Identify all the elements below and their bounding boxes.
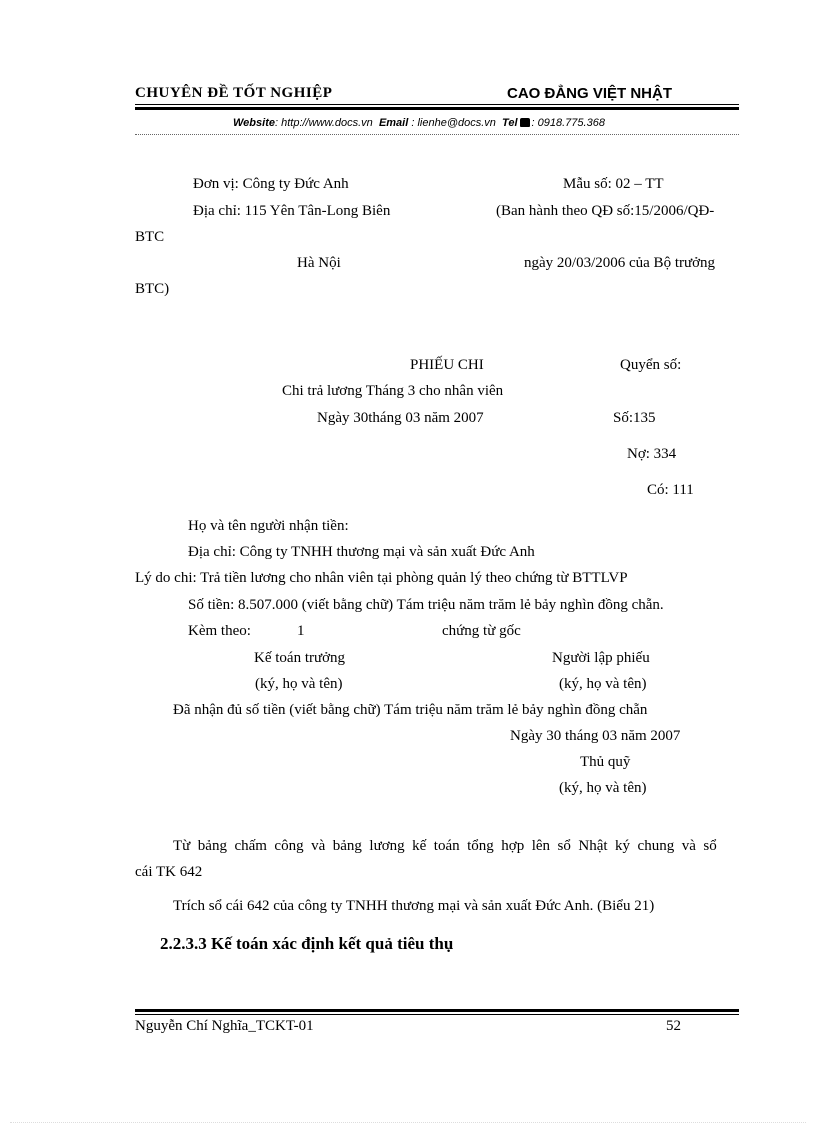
email-label: Email bbox=[378, 117, 409, 129]
header-dotted-rule bbox=[135, 134, 739, 135]
paragraph-2: Trích sổ cái 642 của công ty TNHH thương mại và sản xuất Đức Anh. (Biểu 21) bbox=[173, 898, 655, 914]
footer-rule-thin bbox=[135, 1014, 739, 1015]
section-heading bbox=[160, 934, 453, 954]
footer-rule-thick bbox=[135, 1009, 739, 1012]
address-text: Địa chỉ: 115 Yên Tân-Long Biên bbox=[193, 203, 391, 219]
chief-accountant-sign: (ký, họ và tên) bbox=[255, 676, 343, 692]
header-rule-thick bbox=[135, 107, 739, 110]
credit-account: Có: 111 bbox=[647, 482, 694, 498]
header-right-title: CAO ĐẲNG VIỆT NHẬT bbox=[507, 85, 672, 102]
minister-date-text: ngày 20/03/2006 của Bộ trưởng bbox=[524, 255, 716, 271]
phone-icon bbox=[520, 118, 530, 127]
treasurer-sign: (ký, họ và tên) bbox=[559, 780, 647, 796]
receiver-address: Địa chỉ: Công ty TNHH thương mại và sản xuất Đức Anh bbox=[188, 544, 535, 560]
preparer-sign: (ký, họ và tên) bbox=[559, 676, 647, 692]
paragraph-1-line-1: Từ bảng chấm công và bảng lương kế toán tổng hợp lên sổ Nhật ký chung và sổ bbox=[173, 838, 717, 854]
attached-docs: chứng từ gốc bbox=[442, 623, 521, 639]
attached-label: Kèm theo: bbox=[188, 623, 251, 639]
city-text: Hà Nội bbox=[297, 255, 341, 271]
website-line bbox=[233, 117, 605, 129]
tel-value: : 0918.775.368 bbox=[531, 117, 605, 129]
voucher-date: Ngày 30tháng 03 năm 2007 bbox=[317, 410, 484, 426]
receiver-name: Họ và tên người nhận tiền: bbox=[188, 518, 349, 534]
section-number: 2.2.3.3 bbox=[160, 934, 207, 953]
voucher-subtitle: Chi trả lương Tháng 3 cho nhân viên bbox=[282, 383, 504, 399]
footer-page-number: 52 bbox=[666, 1018, 681, 1034]
voucher-title: PHIẾU CHI bbox=[410, 357, 484, 373]
book-number: Quyển số: bbox=[620, 357, 682, 373]
received-text: Đã nhận đủ số tiền (viết bằng chữ) Tám triệu năm trăm lẻ bảy nghìn đồng chẵn bbox=[173, 702, 648, 718]
paragraph-1-line-2: cái TK 642 bbox=[135, 864, 203, 880]
unit-text: Đơn vị: Công ty Đức Anh bbox=[193, 176, 349, 192]
tel-label: Tel bbox=[502, 117, 518, 129]
attached-count: 1 bbox=[297, 623, 305, 639]
website-label: Website bbox=[233, 117, 275, 129]
receipt-date: Ngày 30 tháng 03 năm 2007 bbox=[510, 728, 681, 744]
btc-text-2: BTC) bbox=[135, 281, 170, 297]
payment-reason: Lý do chi: Trả tiền lương cho nhân viên tại phòng quản lý theo chứng từ BTTLVP bbox=[135, 570, 628, 586]
header-left-title: CHUYÊN ĐỀ TỐT NGHIỆP bbox=[135, 85, 333, 101]
voucher-number: Số:135 bbox=[613, 410, 656, 426]
chief-accountant-label: Kế toán trưởng bbox=[254, 650, 346, 666]
email-value[interactable]: : lienhe@docs.vn bbox=[411, 117, 496, 129]
footer-author: Nguyễn Chí Nghĩa_TCKT-01 bbox=[135, 1018, 314, 1034]
debit-account: Nợ: 334 bbox=[627, 446, 677, 462]
website-value[interactable]: : http://www.docs.vn bbox=[274, 117, 373, 129]
form-number: Mẫu số: 02 – TT bbox=[563, 176, 664, 192]
issued-by-text: (Ban hành theo QĐ số:15/2006/QĐ- bbox=[496, 203, 715, 219]
btc-text-1: BTC bbox=[135, 229, 165, 245]
section-title: Kế toán xác định kết quả tiêu thụ bbox=[211, 934, 454, 953]
amount-text: Số tiền: 8.507.000 (viết bằng chữ) Tám triệu năm trăm lẻ bảy nghìn đồng chẵn. bbox=[188, 597, 664, 613]
treasurer-label: Thủ quỹ bbox=[580, 754, 631, 770]
header-rule-thin bbox=[135, 104, 739, 105]
preparer-label: Người lập phiếu bbox=[552, 650, 650, 666]
